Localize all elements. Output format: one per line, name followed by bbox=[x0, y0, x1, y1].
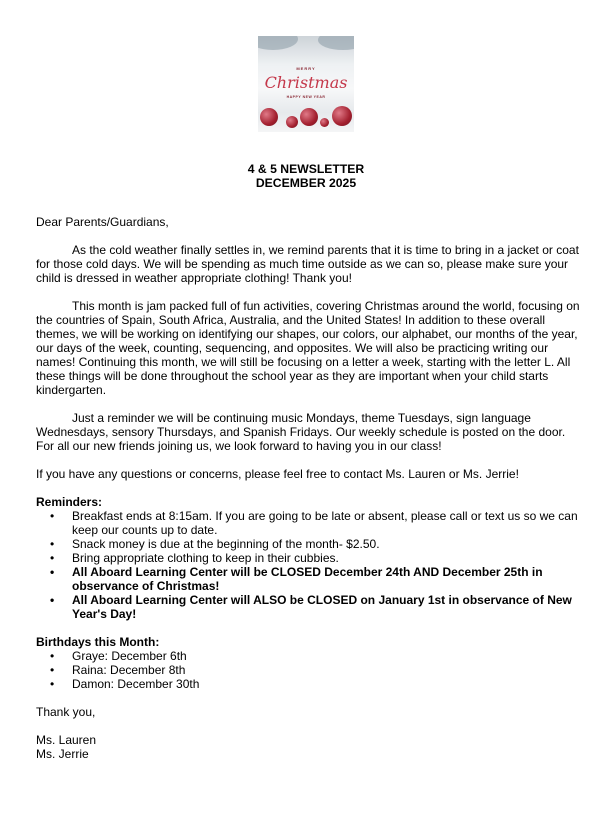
reminders-heading: Reminders: bbox=[36, 495, 103, 509]
title-line-2: DECEMBER 2025 bbox=[255, 176, 357, 190]
happy-new-year-lettering: HAPPY NEW YEAR bbox=[286, 95, 326, 99]
christmas-lettering: Christmas bbox=[264, 73, 348, 92]
birthdays-list bbox=[36, 649, 582, 691]
title-line-1: 4 & 5 NEWSLETTER bbox=[247, 162, 365, 176]
signature-1: Ms. Lauren bbox=[36, 733, 97, 747]
list-item: • All Aboard Learning Center will ALSO be CLOSED on January 1st in observance of New Year's Day! bbox=[36, 593, 582, 621]
merry-lettering: MERRY bbox=[296, 66, 316, 71]
signature-2: Ms. Jerrie bbox=[36, 747, 89, 761]
letter-body bbox=[36, 215, 582, 761]
list-item: • Bring appropriate clothing to keep in their cubbies. bbox=[36, 551, 582, 565]
list-item: • Breakfast ends at 8:15am. If you are going to be late or absent, please call or text us so we can keep our counts up to date. bbox=[36, 509, 582, 537]
paragraph-activities: This month is jam packed full of fun activities, covering Christmas around the world, focusing on the countries of Spain, South Africa, Australia, and the United States! In addition to these overall themes, we will be working on identifying our shapes, our colors, our alphabet, our months of the year, our days of the week, counting, sequencing, and opposites. We will also be practicing writing our names! Continuing this month, we will still be focusing on a letter a week, starting with the letter L. All these things will be done throughout the school year as they are important when your child starts kindergarten. bbox=[36, 299, 580, 397]
list-item: • Raina: December 8th bbox=[36, 663, 582, 677]
birthdays-heading: Birthdays this Month: bbox=[36, 635, 160, 649]
christmas-header-image bbox=[258, 36, 354, 132]
ornament-icon bbox=[300, 108, 318, 126]
snowy-branch-decoration bbox=[258, 36, 298, 50]
newsletter-title bbox=[0, 162, 612, 190]
ornament-icon bbox=[320, 118, 329, 127]
ornament-icon bbox=[260, 108, 278, 126]
paragraph-weather: As the cold weather finally settles in, we remind parents that it is time to bring in a jacket or coat for those cold days. We will be spending as much time outside as we can so, please make sure your child is dressed in weather appropriate clothing! Thank you! bbox=[36, 243, 579, 285]
snowy-branch-decoration bbox=[318, 36, 354, 50]
list-item: • Graye: December 6th bbox=[36, 649, 582, 663]
list-item: • Snack money is due at the beginning of the month- $2.50. bbox=[36, 537, 582, 551]
closing: Thank you, bbox=[36, 705, 96, 719]
ornament-icon bbox=[286, 116, 298, 128]
list-item: • Damon: December 30th bbox=[36, 677, 582, 691]
paragraph-contact: If you have any questions or concerns, please feel free to contact Ms. Lauren or Ms. Jerrie! bbox=[36, 467, 519, 481]
ornament-icon bbox=[332, 106, 352, 126]
reminders-list bbox=[36, 509, 582, 621]
greeting-lettering bbox=[258, 66, 354, 100]
list-item: • All Aboard Learning Center will be CLOSED December 24th AND December 25th in observance of Christmas! bbox=[36, 565, 582, 593]
greeting: Dear Parents/Guardians, bbox=[36, 215, 169, 229]
paragraph-schedule: Just a reminder we will be continuing music Mondays, theme Tuesdays, sign language Wednesdays, sensory Thursdays, and Spanish Fridays. Our weekly schedule is posted on the door. For all our new friends joining us, we look forward to having you in our class! bbox=[36, 411, 566, 453]
